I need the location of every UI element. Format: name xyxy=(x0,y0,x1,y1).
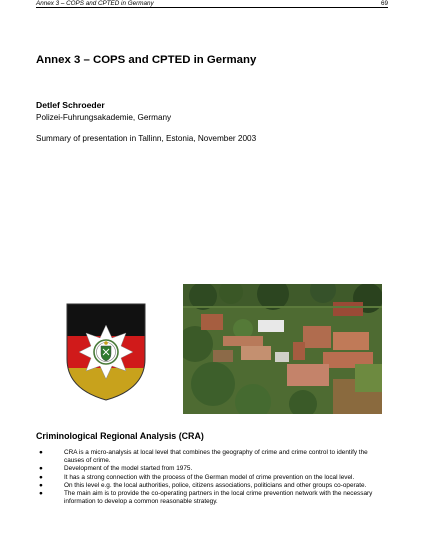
author-name: Detlef Schroeder xyxy=(36,100,105,110)
section-heading: Criminological Regional Analysis (CRA) xyxy=(36,431,204,441)
aerial-campus-photo xyxy=(183,284,382,414)
list-item xyxy=(36,449,388,465)
list-item-text: Development of the model started from 1975. xyxy=(64,465,193,473)
police-coat-of-arms-icon xyxy=(66,303,146,401)
running-header xyxy=(36,0,388,8)
bullet-icon: ● xyxy=(39,465,43,473)
list-item-text: On this level e.g. the local authorities, police, citizens associations, politicians and other groups co-operate. xyxy=(64,481,367,489)
page-number: 69 xyxy=(380,0,388,7)
author-affiliation: Polizei-Fuhrungsakademie, Germany xyxy=(36,113,172,122)
bullet-icon: ● xyxy=(39,481,43,489)
list-item-text: The main aim is to provide the co-operating partners in the local crime prevention network with the necessary information to develop a common reasonable strategy. xyxy=(64,490,373,506)
list-item-text: CRA is a micro-analysis at local level that combines the geography of crime and crime control to identify the causes of crime. xyxy=(64,449,368,465)
running-header-title: Annex 3 – COPS and CPTED in Germany xyxy=(36,0,154,7)
list-item xyxy=(36,465,388,473)
bullet-icon: ● xyxy=(39,449,43,456)
bullet-icon: ● xyxy=(39,490,43,498)
bullet-icon: ● xyxy=(39,473,43,481)
presentation-summary: Summary of presentation in Tallinn, Estonia, November 2003 xyxy=(36,134,257,143)
page-title: Annex 3 – COPS and CPTED in Germany xyxy=(36,54,257,66)
list-item xyxy=(36,490,388,506)
list-item xyxy=(36,482,388,490)
bullet-list xyxy=(36,449,388,506)
list-item xyxy=(36,474,388,482)
list-item-text: It has a strong connection with the process of the German model of crime prevention on the local level. xyxy=(64,473,355,481)
